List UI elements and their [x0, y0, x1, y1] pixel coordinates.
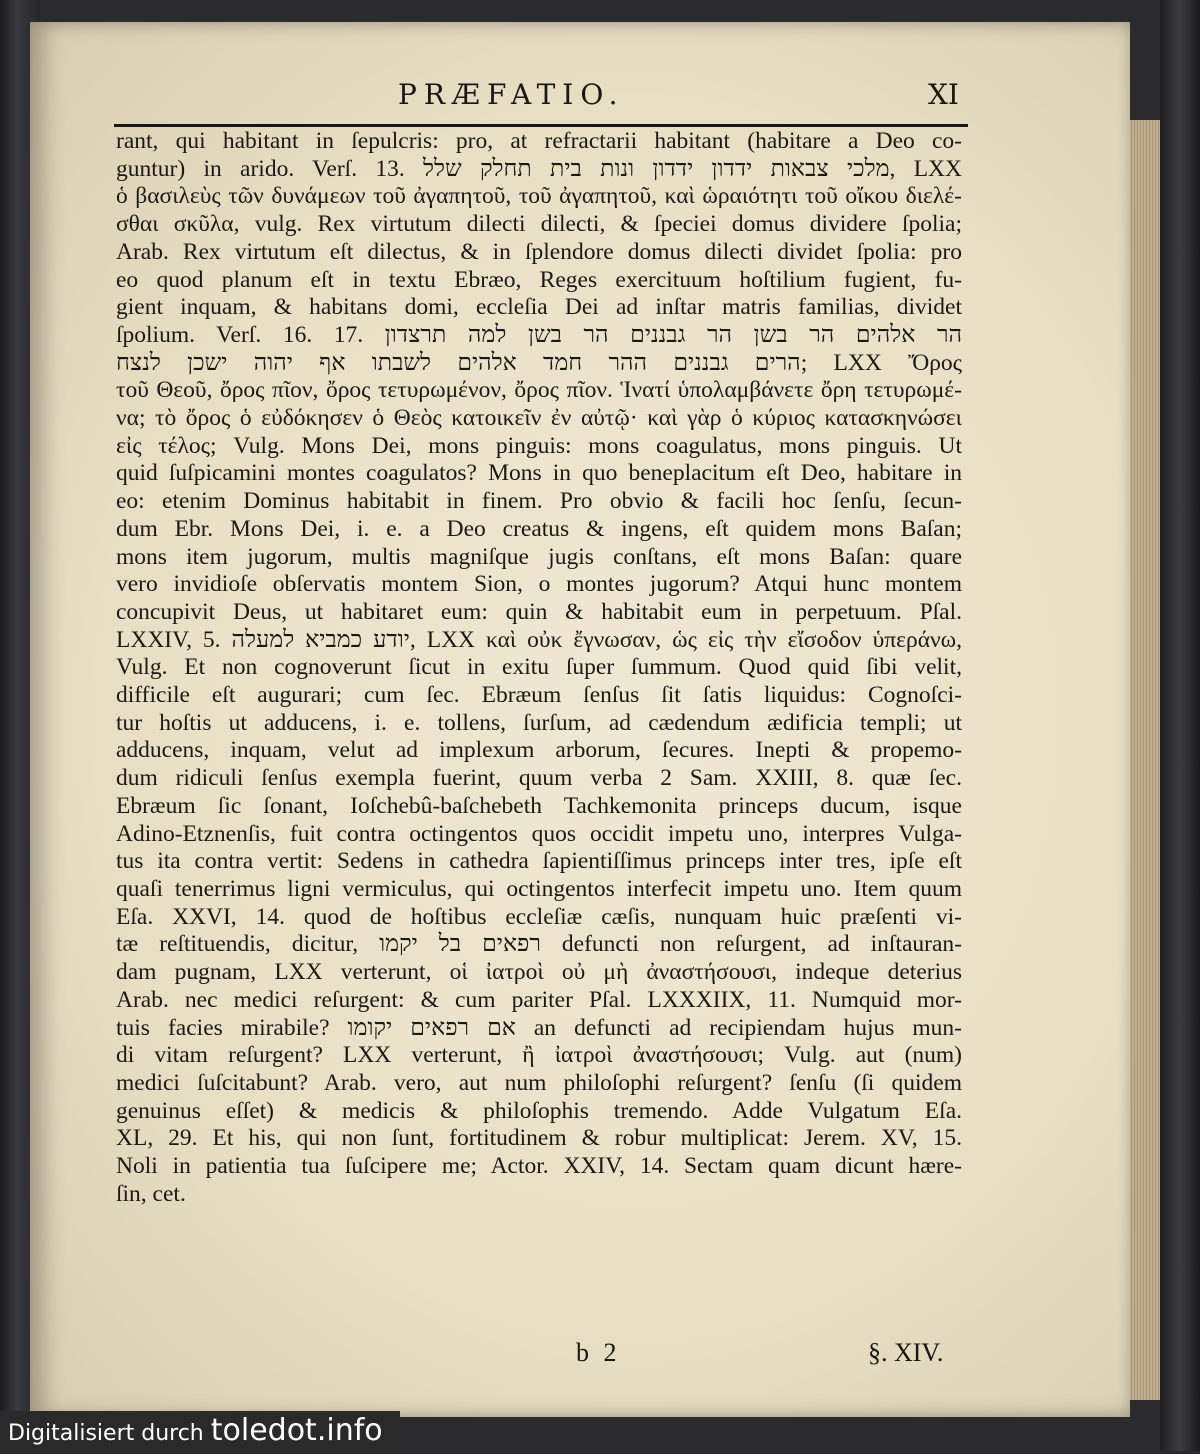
text-line: dum ridiculi ſenſus exempla fuerint, quum verba 2 Sam. XXIII, 8. quæ ſec.: [116, 765, 962, 792]
text-line: tur hoſtis ut adducens, i. e. tollens, ſurſum, ad cædendum ædificia templi; ut: [116, 709, 962, 736]
text-line: Noli in patientia tua ſuſcipere me; Actor. XXIV, 14. Sectam quam dicunt hære-: [116, 1153, 962, 1180]
text-line: di vitam reſurgent? LXX verterunt, ἢ ἰατροὶ ἀναστήσουσι; Vulg. aut (num): [116, 1042, 962, 1069]
text-line: Ebræum ſic ſonant, Ioſchebû-baſchebeth Tachkemonita princeps ducum, isque: [116, 792, 962, 819]
text-line: medici ſuſcitabunt? Arab. vero, aut num philoſophi reſurgent? ſenſu (ſi quidem: [116, 1069, 962, 1096]
text-line: tus ita contra vertit: Sedens in cathedra ſapientiſſimus princeps inter tres, ipſe eſt: [116, 848, 962, 875]
text-line: LXXIV, 5. יודע כמביא למעלה, LXX καὶ οὐκ ἔγνωσαν, ὡς εἰς τὴν εἴσοδον ὑπεράνω,: [116, 626, 962, 653]
text-line: quid ſuſpicamini montes coagulatos? Mons in quo beneplacitum eſt Deo, habitare in: [116, 460, 962, 487]
text-line: gient inquam, & habitans domi, eccleſia Dei ad inſtar matris familias, dividet: [116, 294, 962, 321]
signature-mark: b 2: [576, 1338, 621, 1367]
text-line: Eſa. XXVI, 14. quod de hoſtibus eccleſiæ cæſis, nunquam huic præſenti vi-: [116, 903, 962, 930]
page-number: XI: [928, 78, 959, 111]
text-line: concupivit Deus, ut habitaret eum: quin & habitabit eum in perpetuum. Pſal.: [116, 598, 962, 625]
digitization-watermark: [0, 1411, 400, 1451]
text-line: τοῦ Θεοῦ, ὄρος πῖον, ὄρος τετυρωμένον, ὄρος πῖον. Ἱνατί ὑπολαμβάνετε ὄρη τετυρωμέ-: [116, 377, 962, 404]
catchword: §. XIV.: [868, 1338, 944, 1367]
text-line: tuis facies mirabile? אם רפאים יקומו an defuncti ad recipiendam hujus mun-: [116, 1014, 962, 1041]
text-line: tæ reſtituendis, dicitur, רפאים בל יקמו defuncti non reſurgent, ad inſtauran-: [116, 931, 962, 958]
watermark-brand: toledot.info: [210, 1413, 383, 1448]
running-header-title: PRÆFATIO.: [398, 78, 625, 111]
book-binding-right: [1160, 0, 1200, 1451]
text-line: guntur) in arido. Verſ. 13. מלכי צבאות ידדון ידדון ונות בית תחלק שלל, LXX: [116, 155, 962, 182]
text-line: εἰς τέλος; Vulg. Mons Dei, mons pinguis: mons coagulatus, mons pinguis. Ut: [116, 432, 962, 459]
text-line: Adino-Etznenſis, fuit contra octingentos quos occidit impetu uno, interpres Vulga-: [116, 820, 962, 847]
text-line: XL, 29. Et his, qui non ſunt, fortitudinem & robur multiplicat: Jerem. XV, 15.: [116, 1125, 962, 1152]
text-line: ſin, cet.: [116, 1180, 186, 1207]
text-line: difficile eſt augurari; cum ſec. Ebræum ſenſus ſit ſatis liquidus: Cognoſci-: [116, 682, 962, 709]
text-line: σθαι σκῦλα, vulg. Rex virtutum dilecti dilecti, & ſpeciei domus dividere ſpolia;: [116, 211, 962, 238]
page-fore-edge: [1126, 120, 1160, 1400]
text-line: ὁ βασιλεὺς τῶν δυνάμεων τοῦ ἀγαπητοῦ, τοῦ ἀγαπητοῦ, καὶ ὡραιότητι τοῦ οἴκου διελέ-: [116, 183, 962, 210]
text-line: rant, qui habitant in ſepulcris: pro, at refractarii habitant (habitare a Deo co-: [116, 128, 962, 154]
text-line: eo quod planum eſt in textu Ebræo, Reges exercituum hoſtilium fugient, fu-: [116, 266, 962, 293]
text-line: ſpolium. Verſ. 16. 17. הר אלהים הר בשן הר גבננים הר בשן למה תרצדון: [116, 321, 962, 348]
text-line: Vulg. Et non cognoverunt ſicut in exitu ſuper ſummum. Quod quid ſibi velit,: [116, 654, 962, 681]
text-line: quaſi tenerrimus ligni vermiculus, qui octingentos interfecit impetu uno. Item quum: [116, 875, 962, 902]
text-line: eo: etenim Dominus habitabit in finem. Pro obvio & facili hoc ſenſu, ſecun-: [116, 488, 962, 515]
text-line: vero invidioſe obſervatis montem Sion, o montes jugorum? Atqui hunc montem: [116, 571, 962, 598]
text-line: να; τὸ ὄρος ὁ εὐδόκησεν ὁ Θεὸς κατοικεῖν ἐν αὐτῷ· καὶ γὰρ ὁ κύριος κατασκηνώσει: [116, 405, 962, 432]
text-line: Arab. nec medici reſurgent: & cum pariter Pſal. LXXXIIX, 11. Numquid mor-: [116, 986, 962, 1013]
text-line: mons item jugorum, multis magniſque jugis conſtans, eſt mons Baſan: quare: [116, 543, 962, 570]
text-line: adducens, inquam, velut ad implexum arborum, ſecures. Inepti & propemo-: [116, 737, 962, 764]
header-rule: [114, 124, 968, 127]
text-line: הרים גבננים ההר חמד אלהים לשבתו אף יהוה ישכן לנצח; LXX Ὄρος: [116, 349, 962, 376]
text-line: genuinus eſſet) & medicis & philoſophis tremendo. Adde Vulgatum Eſa.: [116, 1097, 962, 1124]
text-line: Arab. Rex virtutum eſt dilectus, & in ſplendore domus dilecti dividet ſpolia: pro: [116, 238, 962, 265]
text-line: dum Ebr. Mons Dei, i. e. a Deo creatus & ingens, eſt quidem mons Baſan;: [116, 515, 962, 542]
watermark-prefix: Digitalisiert durch: [8, 1421, 211, 1446]
text-line: dam pugnam, LXX verterunt, οἱ ἰατροὶ οὐ μὴ ἀναστήσουσι, indeque deterius: [116, 959, 962, 986]
body-text: [116, 128, 962, 1208]
